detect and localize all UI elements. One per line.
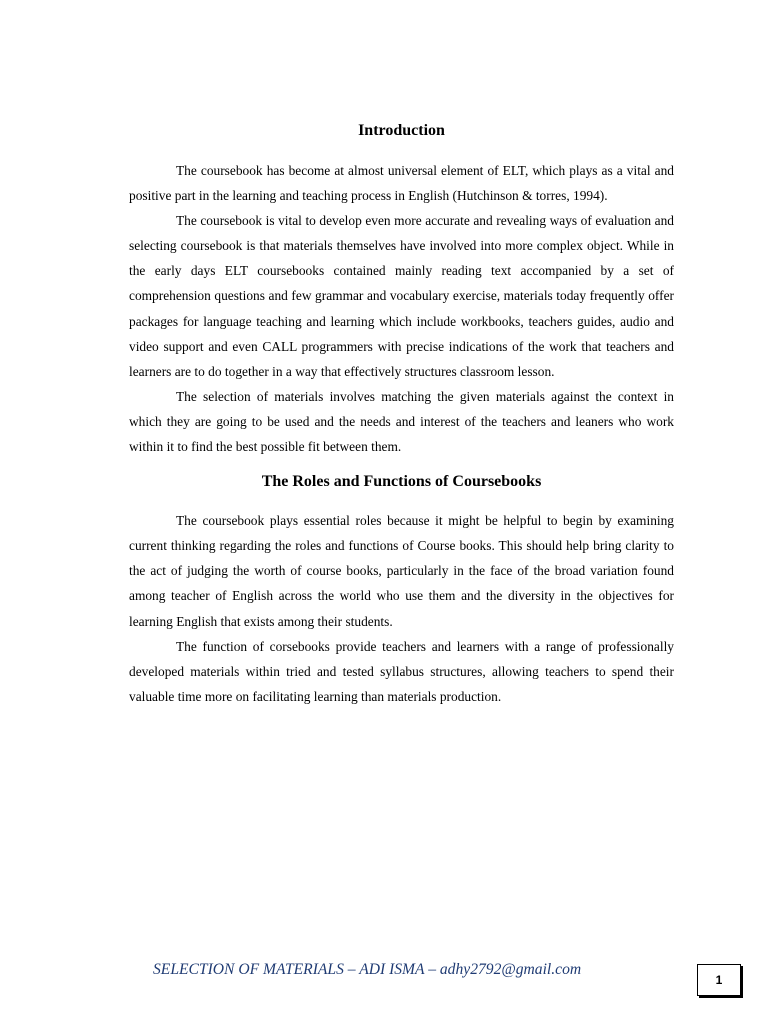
page-number-box: [697, 964, 741, 996]
section-heading-introduction: Introduction: [358, 122, 445, 139]
paragraph: The coursebook has become at almost universal element of ELT, which plays as a vital and positive part in the learning and teaching process in English (Hutchinson & torres, 1994).: [129, 163, 674, 204]
page-content: [129, 119, 674, 709]
footer-title: SELECTION OF MATERIALS – ADI ISMA – adhy2792@gmail.com: [153, 961, 582, 978]
section-heading-roles-functions: The Roles and Functions of Coursebooks: [261, 473, 542, 491]
paragraph: The coursebook plays essential roles because it might be helpful to begin by examining current thinking regarding the roles and functions of Course books. This should help bring clarity to the act of judging the worth of course books, particularly in the face of the broad variation found among teacher of English across the world who use them and the diversity in the objectives for learning English that exists among their students.: [129, 513, 674, 629]
paragraph: The coursebook is vital to develop even more accurate and revealing ways of evaluation and selecting coursebook is that materials themselves have involved into more complex object. While in the early days ELT coursebooks contained mainly reading text accompanied by a set of comprehension questions and few grammar and vocabulary exercise, materials today frequently offer packages for language teaching and learning which include workbooks, teachers guides, audio and video support and even CALL programmers with precise indications of the work that teachers and learners are to do together in a way that effectively structures classroom lesson.: [129, 213, 674, 379]
page-number: 1: [715, 973, 723, 987]
paragraph: The function of corsebooks provide teachers and learners with a range of professionally developed materials within tried and tested syllabus structures, allowing teachers to spend their valuable time more on facilitating learning than materials production.: [129, 638, 674, 704]
paragraph: The selection of materials involves matching the given materials against the context in which they are going to be used and the needs and interest of the teachers and leaners who work within it to find the best possible fit between them.: [129, 388, 674, 455]
